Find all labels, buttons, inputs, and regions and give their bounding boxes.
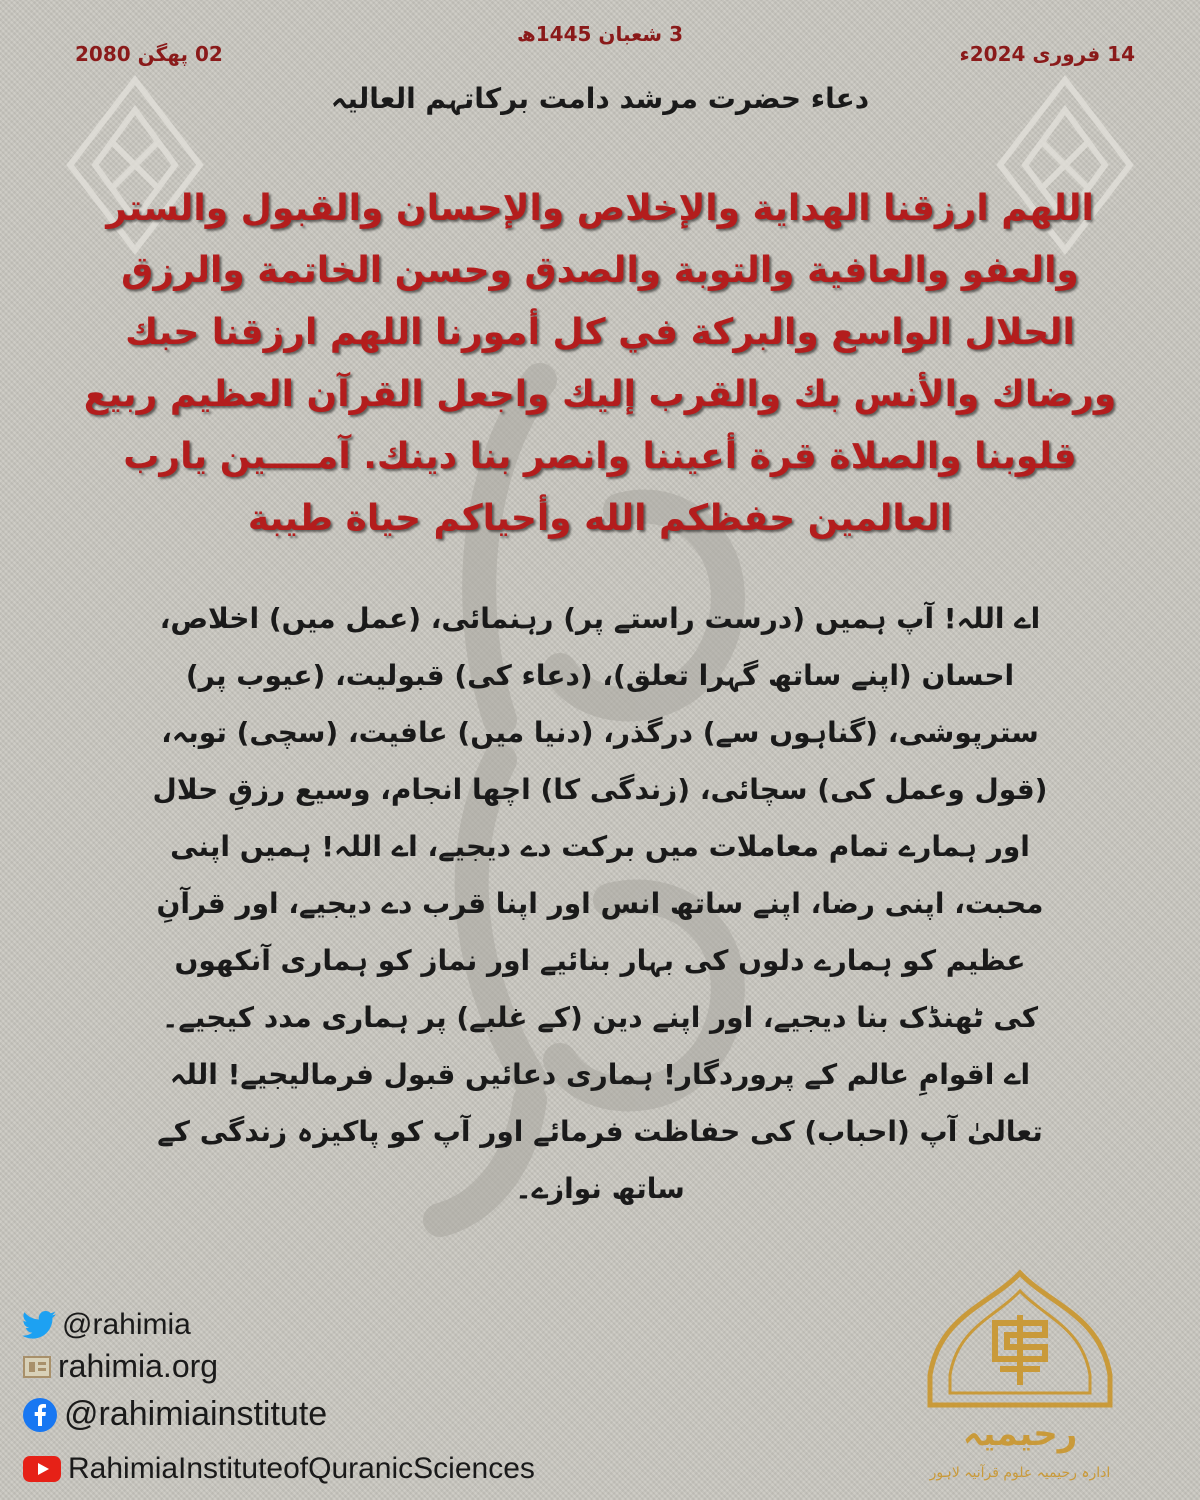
arabic-dua: اللهم ارزقنا الهداية والإخلاص والإحسان والقبول والستر والعفو والعافية والتوبة والصدق وحسن الخاتمة والرزق الحلال الواسع والبركة في كل أمورنا اللهم ارزقنا حبك ورضاك والأنس بك والقرب إليك واجعل القرآن العظيم ربيع قلوبنا والصلاة قرة أعيننا وانصر بنا دينك. آمــــين يارب العالمين حفظكم الله وأحياكم حياة طيبة [83,188,1117,539]
website-link[interactable] [22,1348,218,1385]
page-title: دعاء حضرت مرشد دامت برکاتہم العالیہ [330,82,870,115]
twitter-icon [22,1310,56,1340]
facebook-link[interactable] [22,1395,327,1434]
website-url: rahimia.org [58,1348,219,1384]
bikrami-date: 02 پھگن 2080 [75,42,223,66]
twitter-handle: @rahimia [62,1308,191,1341]
logo-subtitle: ادارہ رحیمیہ علوم قرآنیہ لاہور [929,1465,1111,1481]
facebook-icon [22,1397,58,1433]
logo-name: رحیمیہ [962,1414,1078,1454]
youtube-link[interactable] [22,1452,535,1486]
hijri-date: 3 شعبان 1445ھ [517,22,683,46]
web-icon [22,1354,52,1380]
youtube-icon [22,1455,62,1483]
urdu-translation: اے اللہ! آپ ہمیں (درست راستے پر) رہنمائی، (عمل میں) اخلاص، احسان (اپنے ساتھ گہرا تعلق)، (دعاء کی) قبولیت، (عیوب پر) سترپوشی، (گناہوں سے) درگذر، (دنیا میں) عافیت، (سچی) توبہ، (قول وعمل کی) سچائی، (زندگی کا) اچھا انجام، وسیع رزقِ حلال اور ہمارے تمام معاملات میں برکت دے دیجیے، اے اللہ! ہمیں اپنی محبت، اپنی رضا، اپنے ساتھ انس اور اپنا قرب دے دیجیے، اور قرآنِ عظیم کو ہمارے دلوں کی بہار بنائیے اور نماز کو ہماری آنکھوں کی ٹھنڈک بنا دیجیے، اور اپنے دین (کے غلبے) پر ہماری مدد کیجیے۔ اے اقوامِ عالم کے پروردگار! ہماری دعائیں قبول فرمالیجیے! اللہ تعالیٰ آپ (احباب) کی حفاظت فرمائے اور آپ کو پاکیزہ زندگی کے ساتھ نوازے۔ [152,602,1048,1205]
youtube-channel: RahimiaInstituteofQuranicSciences [68,1452,535,1485]
rahimia-logo [900,1265,1140,1495]
facebook-handle: @rahimiainstitute [64,1395,328,1433]
twitter-link[interactable] [22,1308,191,1342]
gregorian-date: 14 فروری 2024ء [959,42,1135,66]
